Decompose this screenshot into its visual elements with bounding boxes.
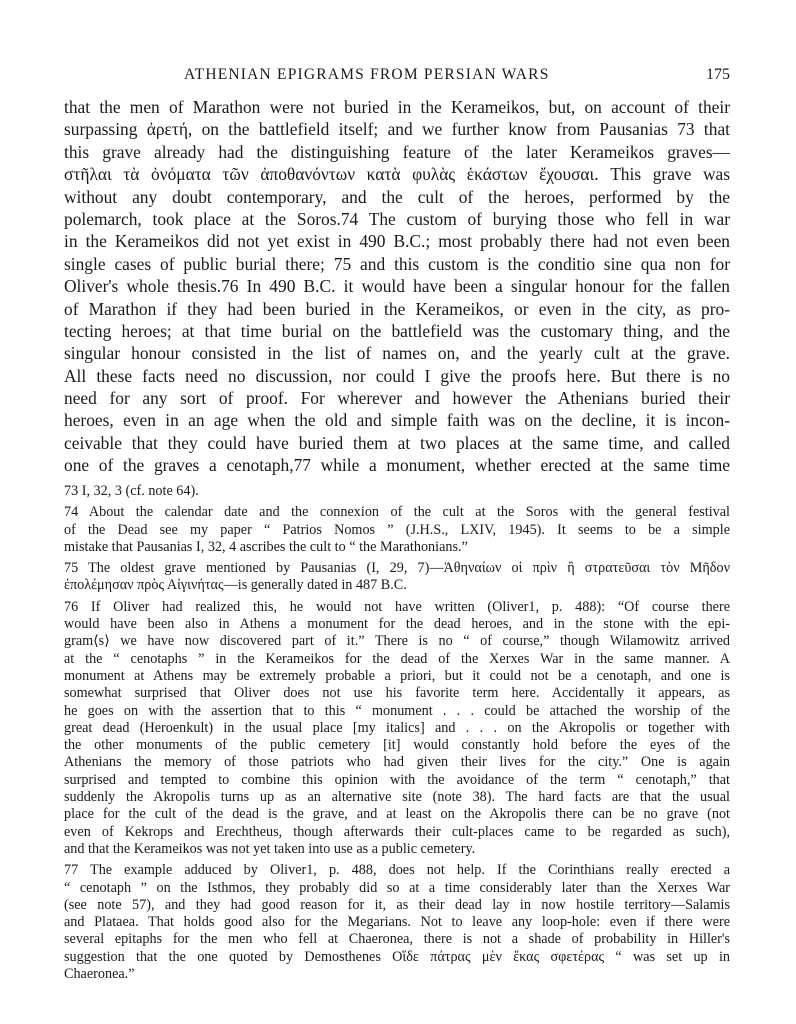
body-line: this grave already had the distinguishing feature of the later Kerameikos graves—	[64, 141, 730, 162]
footnote-line: monument at Athens may be extremely probable a priori, but it could not be a cenotaph, and one is	[64, 667, 730, 684]
main-text	[64, 96, 730, 477]
body-line: single cases of public burial there; 75 and this custom is the conditio sine qua non for	[64, 253, 730, 274]
footnote-line: (see note 57), and they had good reason for it, as their dead lay in now hostile territory—Salamis	[64, 896, 730, 913]
footnote-line: at the “ cenotaphs ” in the Kerameikos for the dead of the Xerxes War in the same manner. A	[64, 650, 730, 667]
footnote-line: place for the cult of the dead is the grave, and at least on the Akropolis there can be no grave (not	[64, 806, 730, 823]
body-line: All these facts need no discussion, nor could I give the proofs here. But there is no	[64, 365, 730, 386]
footnote-line: 74 About the calendar date and the connexion of the cult at the Soros with the general festival	[64, 504, 730, 521]
footnote-line: surprised and tempted to combine this opinion with the avoidance of the term “ cenotaph,” that	[64, 771, 730, 788]
footnote-line: the other monuments of the public cemetery [it] would constantly hold before the eyes of the	[64, 737, 730, 754]
body-line: στῆλαι τὰ ὀνόματα τῶν ἀποθανόντων κατὰ φυλὰς ἑκάστων ἔχουσαι. This grave was	[64, 164, 730, 185]
body-line: singular honour consisted in the list of names on, and the yearly cult at the grave.	[64, 343, 730, 364]
footnote-line: great dead (Heroenkult) in the usual place [my italics] and . . . on the Akropolis or together with	[64, 719, 730, 736]
body-line: tecting heroes; at that time burial on the battlefield was the customary thing, and the	[64, 320, 730, 341]
body-line: that the men of Marathon were not buried in the Kerameikos, but, on account of their	[64, 97, 730, 117]
footnote-line: several epitaphs for the men who fell at Chaeronea, there is not a shade of probability in Hiller's	[64, 931, 730, 948]
body-line: one of the graves a cenotaph,77 while a monument, whether erected at the same time	[64, 455, 730, 476]
footnote-line: and Plataea. That holds good also for the Megarians. Not to leave any loop-hole: even if there were	[64, 914, 730, 931]
body-line: without any doubt contemporary, and the cult of the heroes, performed by the	[64, 186, 730, 207]
body-line: ceivable that they could have buried them at two places at the same time, and called	[64, 432, 730, 453]
body-line: of Marathon if they had been buried in the Kerameikos, or even in the city, as pro-	[64, 298, 730, 319]
footnote-line: would have been also in Athens a monument for the dead heroes, and in the stone with the epi-	[64, 616, 730, 633]
body-line: in the Kerameikos did not yet exist in 490 B.C.; most probably there had not even been	[64, 231, 730, 252]
footnote-line: mistake that Pausanias I, 32, 4 ascribes the cult to “ the Marathonians.”	[64, 538, 468, 555]
footnote-line: Chaeronea.”	[64, 966, 135, 983]
body-line: surpassing ἀρετή, on the battlefield itself; and we further know from Pausanias 73 that	[64, 119, 730, 140]
footnote-line: gram⟨s⟩ we have now discovered part of it.” There is no “ of course,” though Wilamowitz arrived	[64, 633, 730, 650]
body-line: Oliver's whole thesis.76 In 490 B.C. it would have been a singular honour for the fallen	[64, 276, 730, 297]
body-line: need for any sort of proof. For wherever and however the Athenians buried their	[64, 388, 730, 409]
footnote-line: somewhat surprised that Oliver does not use his favorite term here. Accidentally it appears, as	[64, 685, 730, 702]
footnote-line: 76 If Oliver had realized this, he would not have written (Oliver1, p. 488): “Of course there	[64, 598, 730, 615]
footnote-line: 77 The example adduced by Oliver1, p. 488, does not help. If the Corinthians really erected a	[64, 862, 730, 879]
body-line: polemarch, took place at the Soros.74 The custom of burying those who fell in war	[64, 208, 730, 229]
footnote-line: ἐπολέμησαν πρὸς Αἰγινήτας—is generally dated in 487 B.C.	[64, 577, 407, 594]
footnote-line: 75 The oldest grave mentioned by Pausanias (I, 29, 7)—Ἀθηναίων οἱ πρὶν ἢ στρατεῦσαι τὸν Μῆδον	[64, 560, 730, 577]
footnote-line: “ cenotaph ” on the Isthmos, they probably did so at a time considerably later than the Xerxes War	[64, 879, 730, 896]
footnote-line: he goes on with the assertion that to this “ monument . . . could be attached the worship of the	[64, 702, 730, 719]
footnote-line: and that the Kerameikos was not yet taken into use as a public cemetery.	[64, 840, 476, 857]
page-number: 175	[706, 66, 730, 83]
footnote-line: even of Kekrops and Erechtheus, though afterwards their cult-places came to be regarded as such),	[64, 823, 730, 840]
footnote-line: suggestion that the one quoted by Demosthenes Οἵδε πάτρας μὲν ἕκας σφετέρας “ was set up in	[64, 948, 730, 965]
footnote-line: of the Dead see my paper “ Patrios Nomos ” (J.H.S., LXIV, 1945). It seems to be a simple	[64, 521, 730, 538]
footnotes	[64, 483, 730, 983]
footnote-line: Athenians the memory of those patriots who had given their lives for the city.” One is again	[64, 754, 730, 771]
footnote-line: suddenly the Akropolis turns up as an alternative site (note 38). The hard facts are that the usual	[64, 789, 730, 806]
running-title: ATHENIAN EPIGRAMS FROM PERSIAN WARS	[184, 66, 550, 83]
running-head	[64, 60, 730, 94]
footnote-line: 73 I, 32, 3 (cf. note 64).	[64, 483, 199, 499]
body-line: heroes, even in an age when the old and simple faith was on the decline, it is incon-	[64, 410, 730, 431]
